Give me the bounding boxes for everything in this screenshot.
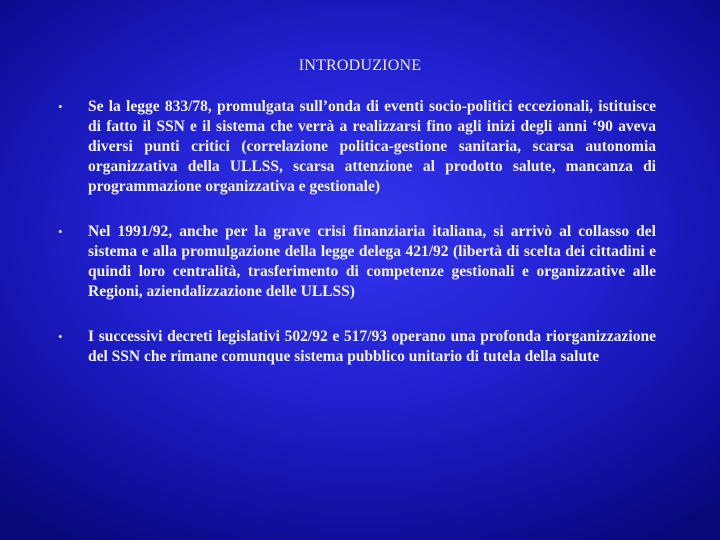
bullet-text-3: I successivi decreti legislativi 502/92 e 517/93 operano una profonda riorganizzazione del SSN che rimane comunque sistema pubblico unitario di tutela della salute <box>88 328 656 365</box>
bullet-text-2: Nel 1991/92, anche per la grave crisi finanziaria italiana, si arrivò al collasso del sistema e alla promulgazione della legge delega 421/92 (libertà di scelta dei cittadini e quindi loro centralità, trasferimento di competenze gestionali e organizzative alle Regioni, aziendalizzazione delle ULLSS) <box>88 223 656 300</box>
bullet-list <box>58 97 656 392</box>
bullet-text-1: Se la legge 833/78, promulgata sull’onda di eventi socio-politici eccezionali, istituisce di fatto il SSN e il sistema che verrà a realizzarsi fino agli inizi degli anni ‘90 aveva diversi punti critici (correlazione politica-gestione sanitaria, scarsa autonomia organizzativa della ULLSS, scarsa attenzione al prodotto salute, mancanza di programmazione organizzativa e gestionale) <box>88 98 656 195</box>
slide-title: INTRODUZIONE <box>298 57 422 74</box>
bullet-dot-icon: • <box>58 99 63 114</box>
bullet-item-2 <box>58 222 656 302</box>
bullet-dot-icon: • <box>58 329 63 344</box>
bullet-item-1 <box>58 97 656 197</box>
bullet-dot-icon: • <box>58 224 63 239</box>
bullet-item-3 <box>58 327 656 367</box>
